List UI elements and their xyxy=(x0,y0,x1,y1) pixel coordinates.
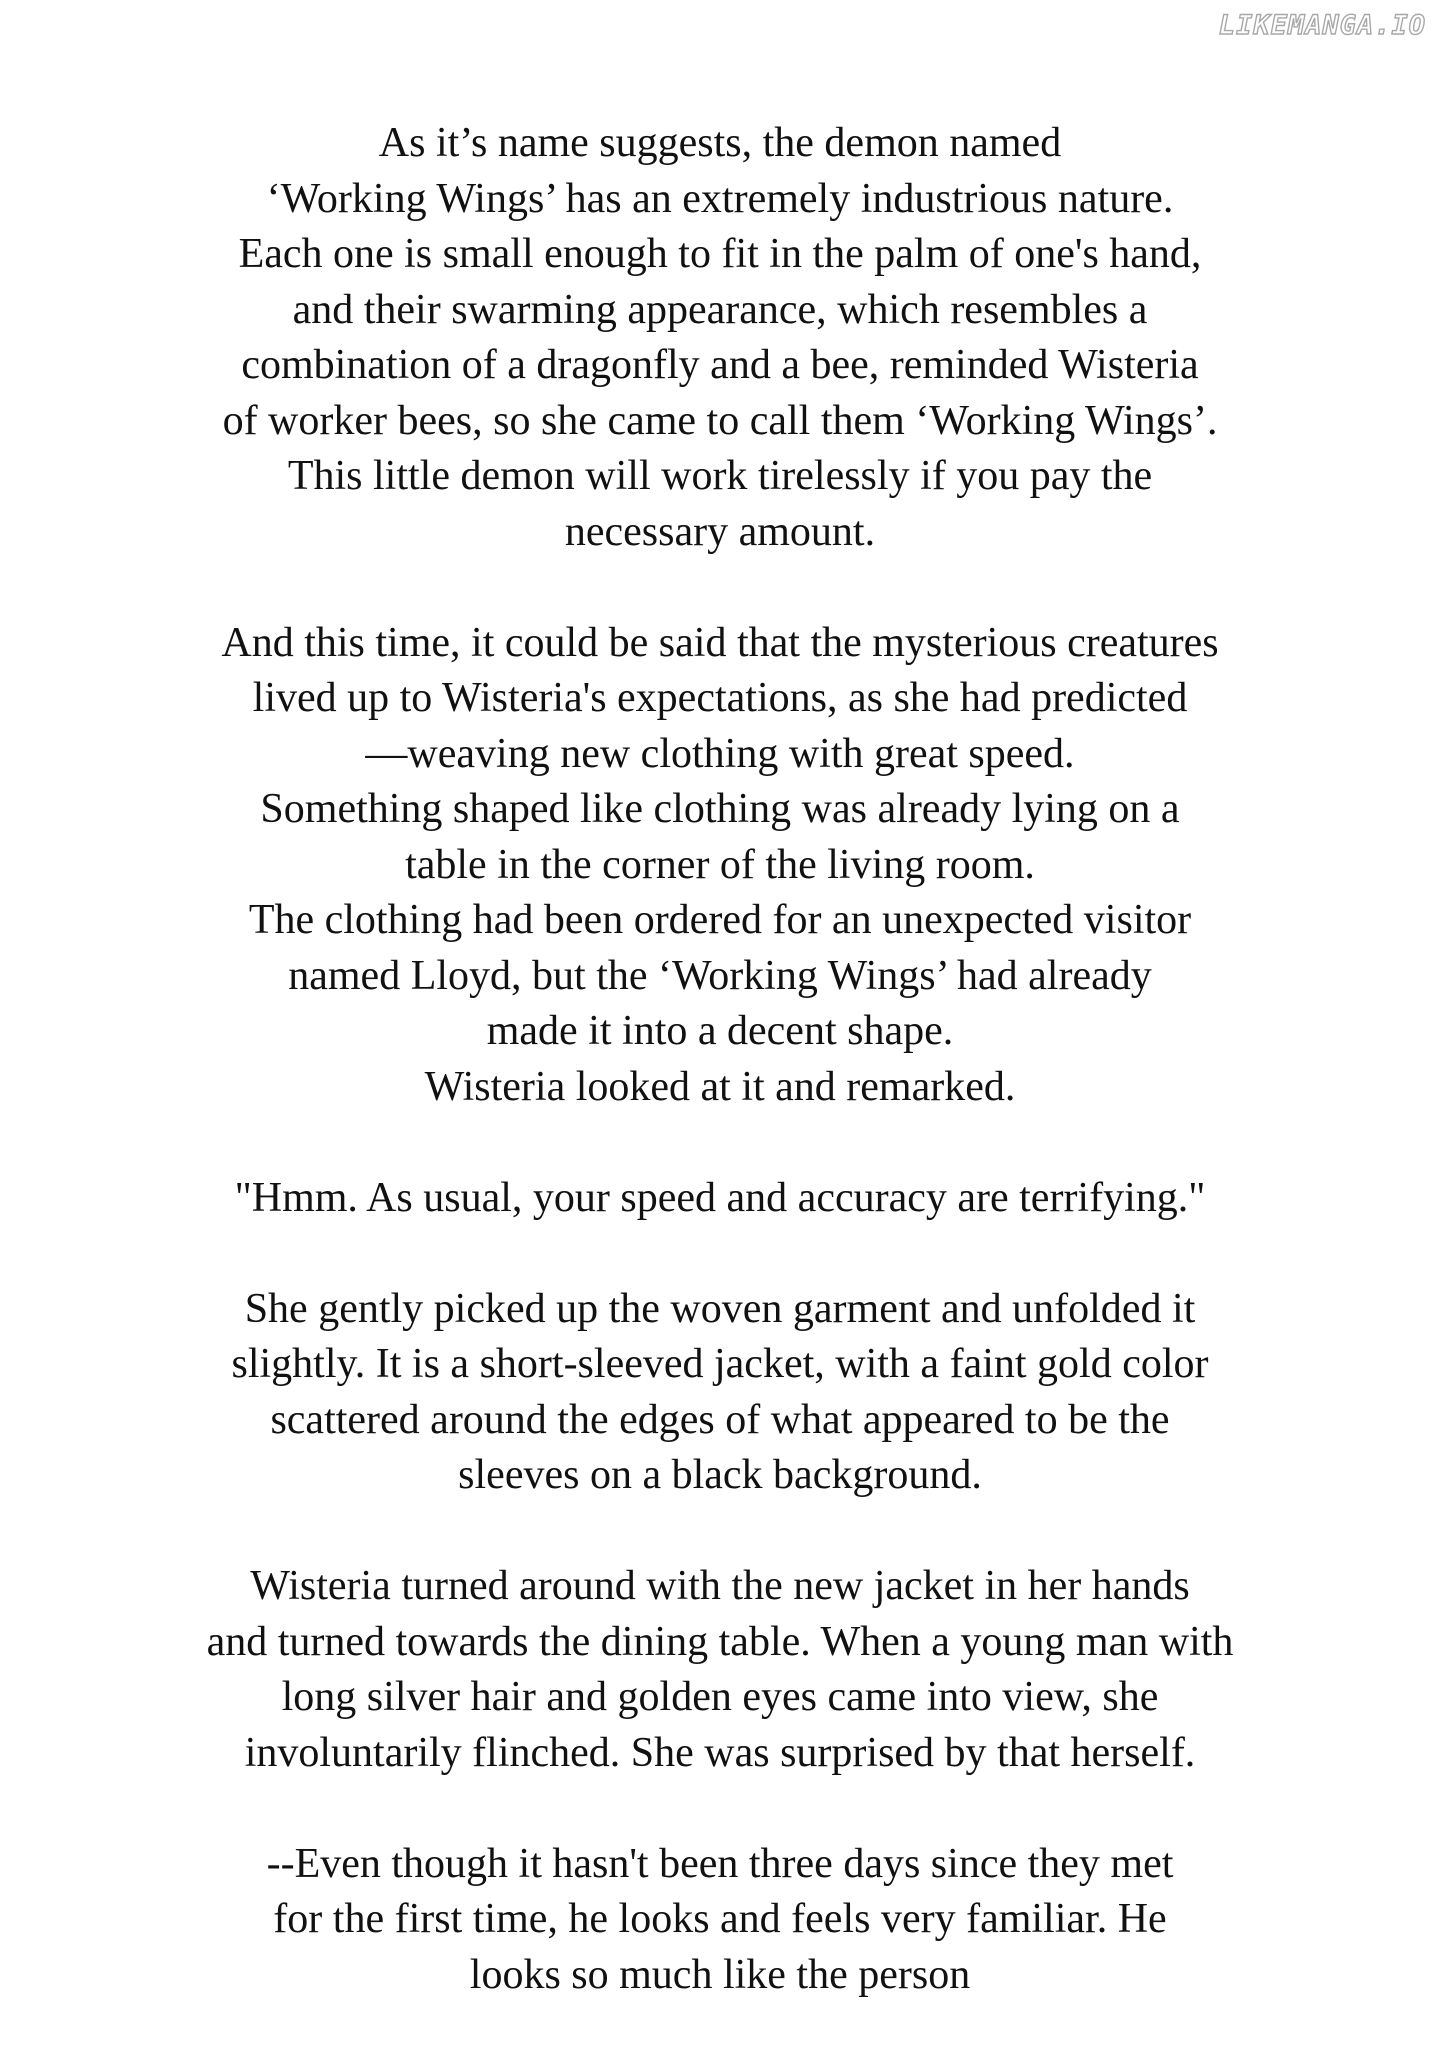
text-line: "Hmm. As usual, your speed and accuracy are terrifying." xyxy=(234,1174,1206,1221)
text-line: involuntarily flinched. She was surprised by that herself. xyxy=(244,1729,1196,1776)
text-line: looks so much like the person xyxy=(469,1951,971,1998)
text-line: scattered around the edges of what appeared to be the xyxy=(270,1396,1170,1443)
text-line: Wisteria looked at it and remarked. xyxy=(424,1063,1016,1110)
text-line: She gently picked up the woven garment and unfolded it xyxy=(244,1285,1196,1332)
text-line: named Lloyd, but the ‘Working Wings’ had already xyxy=(288,952,1152,999)
text-line: lived up to Wisteria's expectations, as she had predicted xyxy=(252,675,1188,721)
text-line: sleeves on a black background. xyxy=(458,1452,982,1498)
text-line: As it’s name suggests, the demon named xyxy=(378,120,1062,166)
text-line: slightly. It is a short-sleeved jacket, with a faint gold color xyxy=(231,1341,1209,1387)
text-line: ‘Working Wings’ has an extremely industrious nature. xyxy=(266,175,1174,222)
text-line: —weaving new clothing with great speed. xyxy=(365,730,1075,777)
text-line: combination of a dragonfly and a bee, reminded Wisteria xyxy=(241,342,1199,388)
paragraph-1 xyxy=(40,116,1400,560)
text-line: --Even though it hasn't been three days since they met xyxy=(266,1840,1174,1887)
text-line: And this time, it could be said that the mysterious creatures xyxy=(221,619,1219,666)
text-line: Wisteria turned around with the new jacket in her hands xyxy=(250,1563,1190,1609)
text-line: and their swarming appearance, which resembles a xyxy=(292,286,1148,333)
text-line: necessary amount. xyxy=(564,508,876,555)
text-line: long silver hair and golden eyes came into view, she xyxy=(281,1674,1159,1720)
text-line: made it into a decent shape. xyxy=(486,1008,954,1054)
paragraph-5 xyxy=(40,1559,1400,1781)
text-line: Each one is small enough to fit in the palm of one's hand, xyxy=(238,231,1202,277)
text-line: The clothing had been ordered for an unexpected visitor xyxy=(248,897,1192,943)
text-line: Something shaped like clothing was already lying on a xyxy=(260,786,1180,832)
text-line: and turned towards the dining table. When a young man with xyxy=(206,1618,1234,1665)
paragraph-6 xyxy=(40,1837,1400,2004)
paragraph-4 xyxy=(40,1282,1400,1504)
text-line: of worker bees, so she came to call them ‘Working Wings’. xyxy=(222,397,1218,444)
text-line: table in the corner of the living room. xyxy=(405,841,1035,888)
paragraph-2 xyxy=(40,616,1400,1116)
text-line: This little demon will work tirelessly if you pay the xyxy=(287,453,1153,499)
paragraph-3-dialogue xyxy=(40,1171,1400,1227)
watermark-logo: LIKEMANGA.IO xyxy=(1218,10,1426,41)
text-line: for the first time, he looks and feels very familiar. He xyxy=(273,1896,1167,1942)
page-text xyxy=(40,116,1400,2059)
